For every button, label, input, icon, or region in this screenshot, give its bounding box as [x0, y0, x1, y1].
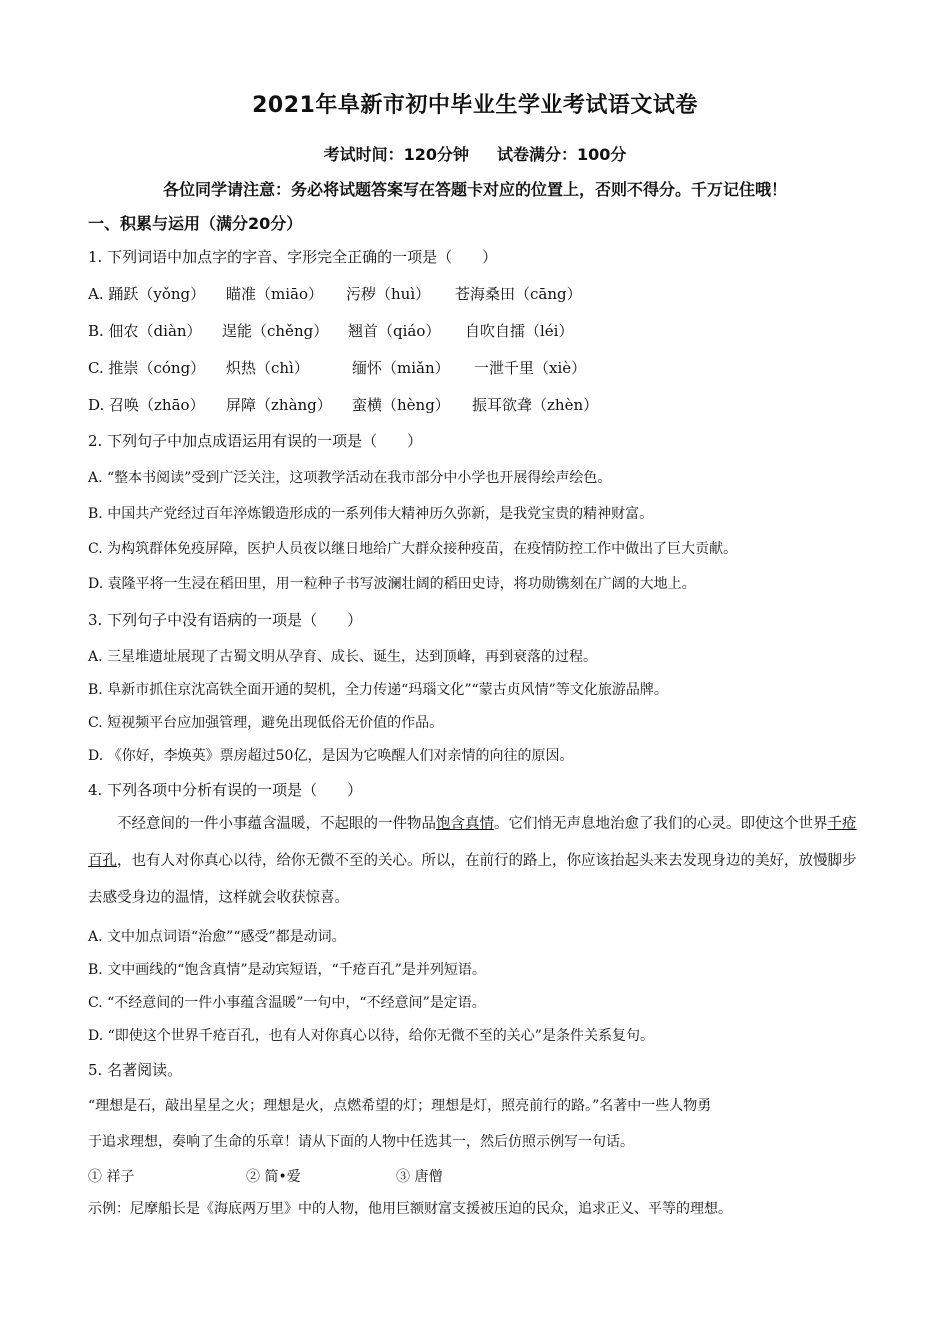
- q2-option-d: D. 袁隆平将一生浸在稻田里，用一粒种子书写波澜壮阔的稻田史诗，将功勋镌刻在广阔的大地上。: [88, 576, 696, 592]
- question-2-stem: 2. 下列句子中加点成语运用有误的一项是（ ）: [88, 432, 423, 450]
- section-heading: 一、积累与运用（满分20分）: [88, 214, 303, 233]
- full-score: 试卷满分：100分: [497, 145, 627, 164]
- underlined-phrase: 饱含真情: [436, 816, 494, 832]
- choice-xiangzi: ① 祥子: [88, 1169, 135, 1185]
- question-5-stem: 5. 名著阅读。: [88, 1061, 183, 1079]
- question-1-stem: 1. 下列词语中加点字的字音、字形完全正确的一项是（ ）: [88, 248, 498, 266]
- q5-intro-line-2: 于追求理想，奏响了生命的乐章！请从下面的人物中任选其一，然后仿照示例写一句话。: [88, 1134, 634, 1150]
- exam-info: [0, 142, 950, 165]
- q4-option-c: C. “不经意间的一件小事蕴含温暖”一句中，“不经意间”是定语。: [88, 995, 486, 1011]
- question-3-stem: 3. 下列句子中没有语病的一项是（ ）: [88, 611, 363, 629]
- q3-option-c: C. 短视频平台应加强管理，避免出现低俗无价值的作品。: [88, 715, 444, 731]
- q4-passage: 不经意间的一件小事蕴含温暖，不起眼的一件物品饱含真情。它们悄无声息地治愈了我们的心灵。即使这个世界千疮百孔，也有人对你真心以待，给你无微不至的关心。所以，在前行的路上，你应该抬起头来去发现身边的美好，放慢脚步去感受身边的温情，这样就会收获惊喜。: [88, 816, 857, 906]
- underlined-phrase: 千疮百孔: [88, 816, 857, 869]
- exam-page: 2021年阜新市初中毕业生学业考试语文试卷 考试时间：120分钟 试卷满分：100分 各位同学请注意：务必将试题答案写在答题卡对应的位置上，否则不得分。千万记住哦！ 一、积累与运用（满分20分） 1. 下列词语中加点字的字音、字形完全正确的一项是（ ） A. 踊跃（yǒng） 瞄准（miāo） 污秽（huì） 苍海桑田（cāng） B. 佃农（diàn） 逞能（chěng） 翘首（qiáo） 自吹自擂（léi） C. 推崇（cóng） 炽热（chì） 缅怀（miǎn） 一泄千里（xiè） D. 召唤（zhāo） 屏障（zhàng） 蛮横（hèng） 振耳欲聋（zhèn） 2. 下列句子中加点成语运用有误的一项是（ ） A. “整本书阅读”受到广泛关注，这项教学活动在我市部分中小学也开展得绘声绘色。 B. 中国共产党经过百年淬炼锻造形成的一系列伟大精神历久弥新，是我党宝贵的精神财富。 C. 为构筑群体免疫屏障，医护人员夜以继日地给广大群众接种疫苗，在疫情防控工作中做出了巨大贡献。 D. 袁隆平将一生浸在稻田里，用一粒种子书写波澜壮阔的稻田史诗，将功勋镌刻在广阔的大地上。 3. 下列句子中没有语病的一项是（ ） A. 三星堆遗址展现了古蜀文明从孕育、成长、诞生，达到顶峰，再到衰落的过程。 B. 阜新市抓住京沈高铁全面开通的契机，全力传递“玛瑙文化”“蒙古贞风情”等文化旅游品牌。 C. 短视频平台应加强管理，避免出现低俗无价值的作品。 D. 《你好，李焕英》票房超过50亿，是因为它唤醒人们对亲情的向往的原因。 4. 下列各项中分析有误的一项是（ ） 不经意间的一件小事蕴含温暖，不起眼的一件物品饱含真情。它们悄无声息地治愈了我们的心灵。即使这个世界千疮百孔，也有人对你真心以待，给你无微不至的关心。所以，在前行的路上，你应该抬起头来去发现身边的美好，放慢脚步去感受身边的温情，这样就会收获惊喜。 A. 文中加点词语“治愈”“感受”都是动词。 B. 文中画线的“饱含真情”是动宾短语，“千疮百孔”是并列短语。 C. “不经意间的一件小事蕴含温暖”一句中，“不经意间”是定语。 D. “即使这个世界千疮百孔，也有人对你真心以待，给你无微不至的关心”是条件关系复句。 5. 名著阅读。 “理想是石，敲出星星之火；理想是火，点燃希望的灯；理想是灯，照亮前行的路。”名著中一些人物勇 于追求理想，奏响了生命的乐章！请从下面的人物中任选其一，然后仿照示例写一句话。 ① 祥子 ② 简•爱 ③ 唐僧 示例：尼摩船长是《海底两万里》中的人物，他用巨额财富支援被压迫的民众，追求正义、平等的理想。: [0, 0, 950, 1344]
- q3-option-d: D. 《你好，李焕英》票房超过50亿，是因为它唤醒人们对亲情的向往的原因。: [88, 748, 574, 764]
- q2-option-b: B. 中国共产党经过百年淬炼锻造形成的一系列伟大精神历久弥新，是我党宝贵的精神财富。: [88, 506, 654, 522]
- exam-time: 考试时间：120分钟: [323, 145, 469, 164]
- q2-option-c: C. 为构筑群体免疫屏障，医护人员夜以继日地给广大群众接种疫苗，在疫情防控工作中做出了巨大贡献。: [88, 541, 738, 557]
- q2-option-a: A. “整本书阅读”受到广泛关注，这项教学活动在我市部分中小学也开展得绘声绘色。: [88, 470, 612, 486]
- choice-tang-seng: ③ 唐僧: [396, 1169, 443, 1185]
- q3-option-a: A. 三星堆遗址展现了古蜀文明从孕育、成长、诞生，达到顶峰，再到衰落的过程。: [88, 649, 598, 665]
- q5-intro-line-1: “理想是石，敲出星星之火；理想是火，点燃希望的灯；理想是灯，照亮前行的路。”名著中一些人物勇: [88, 1098, 712, 1114]
- q5-example: 示例：尼摩船长是《海底两万里》中的人物，他用巨额财富支援被压迫的民众，追求正义、平等的理想。: [88, 1201, 732, 1217]
- q4-option-a: A. 文中加点词语“治愈”“感受”都是动词。: [88, 929, 346, 945]
- q4-option-b: B. 文中画线的“饱含真情”是动宾短语，“千疮百孔”是并列短语。: [88, 962, 486, 978]
- choice-jane-eyre: ② 简•爱: [246, 1169, 301, 1185]
- question-4-stem: 4. 下列各项中分析有误的一项是（ ）: [88, 781, 363, 799]
- q4-option-d: D. “即使这个世界千疮百孔，也有人对你真心以待，给你无微不至的关心”是条件关系复句。: [88, 1028, 654, 1044]
- notice: 各位同学请注意：务必将试题答案写在答题卡对应的位置上，否则不得分。千万记住哦！: [162, 180, 787, 199]
- q3-option-b: B. 阜新市抓住京沈高铁全面开通的契机，全力传递“玛瑙文化”“蒙古贞风情”等文化旅游品牌。: [88, 682, 668, 698]
- page-title: 2021年阜新市初中毕业生学业考试语文试卷: [252, 93, 698, 118]
